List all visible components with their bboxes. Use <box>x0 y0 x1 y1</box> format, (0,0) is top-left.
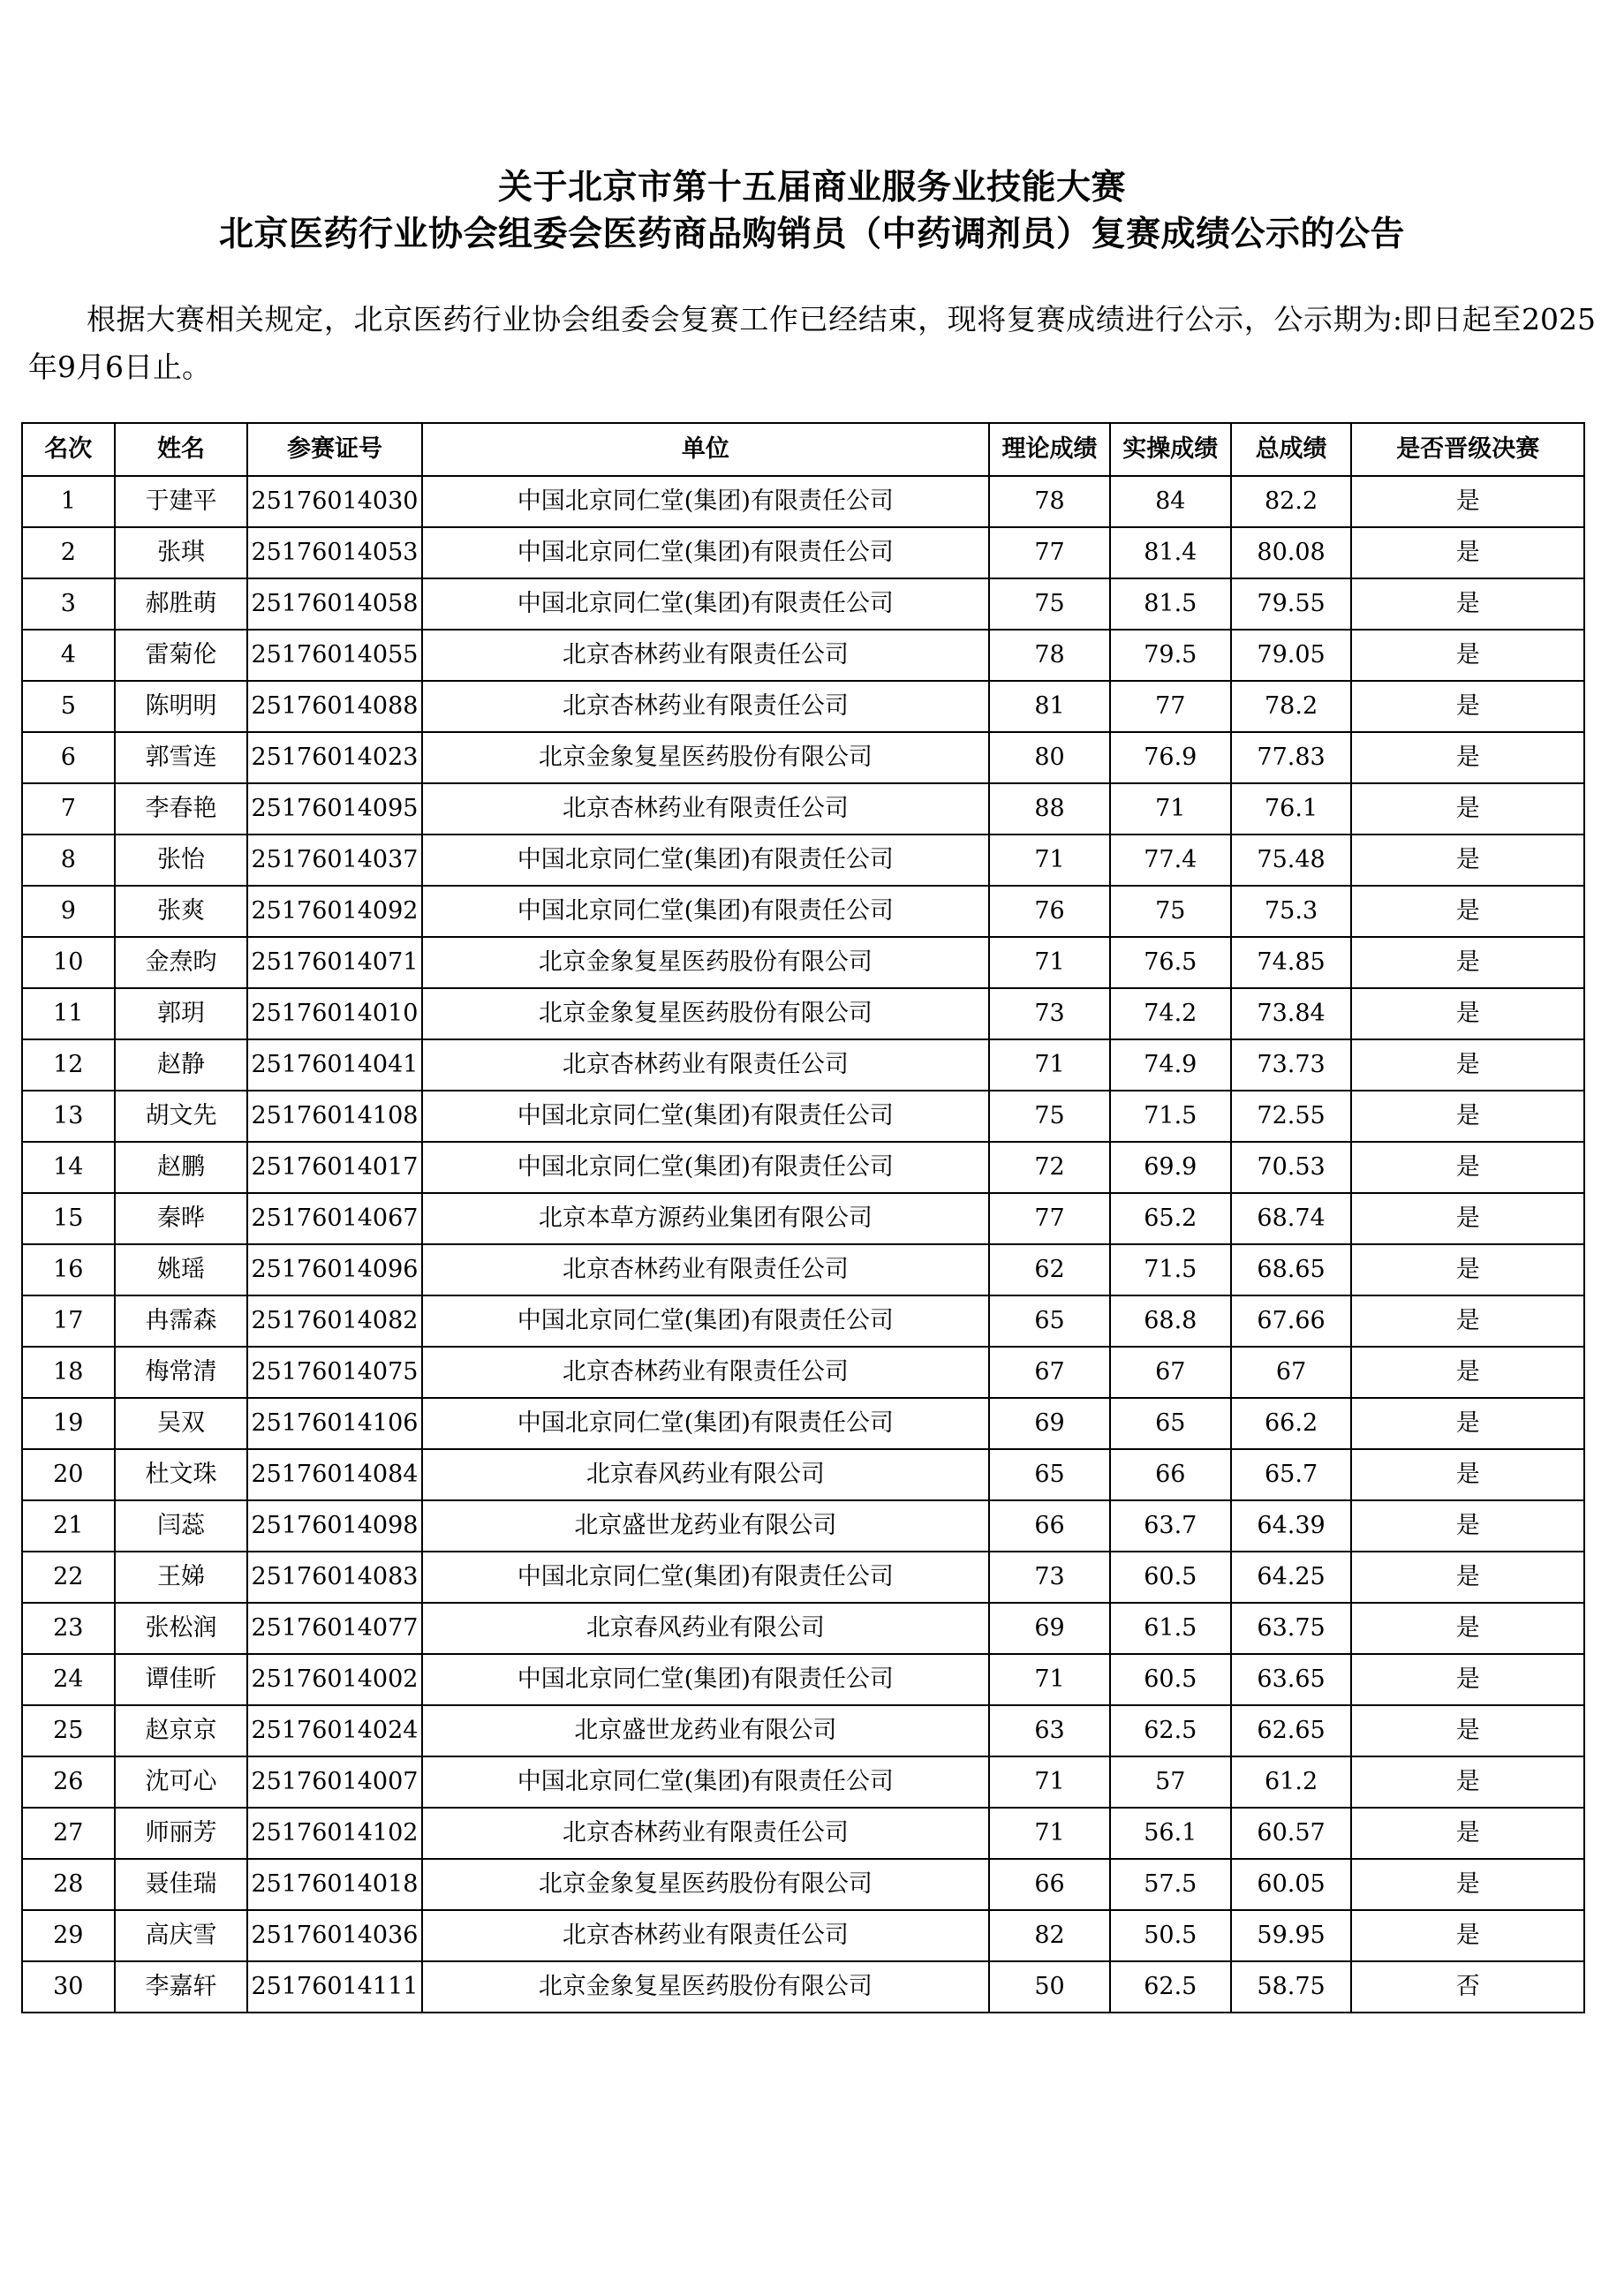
cell-entry-id: 25176014108 <box>247 1091 421 1142</box>
table-row <box>22 681 1584 732</box>
table-row <box>22 732 1584 783</box>
cell-practical-score: 81.5 <box>1110 578 1231 630</box>
cell-unit: 中国北京同仁堂(集团)有限责任公司 <box>422 476 990 527</box>
cell-advance-status: 是 <box>1351 681 1584 732</box>
table-row <box>22 1295 1584 1347</box>
cell-practical-score: 66 <box>1110 1449 1231 1500</box>
cell-name: 郝胜萌 <box>115 578 248 630</box>
cell-advance-status: 是 <box>1351 937 1584 988</box>
cell-practical-score: 63.7 <box>1110 1500 1231 1552</box>
cell-advance-status: 是 <box>1351 886 1584 937</box>
cell-total-score: 60.57 <box>1231 1808 1352 1859</box>
cell-name: 张松润 <box>115 1603 248 1654</box>
cell-advance-status: 是 <box>1351 1603 1584 1654</box>
cell-unit: 北京金象复星医药股份有限公司 <box>422 1961 990 2013</box>
cell-total-score: 79.05 <box>1231 630 1352 681</box>
cell-unit: 中国北京同仁堂(集团)有限责任公司 <box>422 1654 990 1705</box>
cell-entry-id: 25176014023 <box>247 732 421 783</box>
cell-rank: 29 <box>22 1910 115 1961</box>
cell-total-score: 58.75 <box>1231 1961 1352 2013</box>
cell-name: 聂佳瑞 <box>115 1859 248 1910</box>
cell-name: 金焘昀 <box>115 937 248 988</box>
cell-rank: 22 <box>22 1552 115 1603</box>
results-table <box>21 422 1585 2013</box>
cell-entry-id: 25176014058 <box>247 578 421 630</box>
table-row <box>22 835 1584 886</box>
column-header-rank: 名次 <box>22 423 115 476</box>
table-header-row <box>22 423 1584 476</box>
cell-advance-status: 是 <box>1351 527 1584 578</box>
cell-practical-score: 81.4 <box>1110 527 1231 578</box>
cell-practical-score: 68.8 <box>1110 1295 1231 1347</box>
table-row <box>22 527 1584 578</box>
table-row <box>22 1859 1584 1910</box>
cell-total-score: 76.1 <box>1231 783 1352 835</box>
cell-total-score: 61.2 <box>1231 1756 1352 1808</box>
cell-rank: 18 <box>22 1347 115 1398</box>
cell-theory-score: 66 <box>989 1500 1110 1552</box>
table-row <box>22 1756 1584 1808</box>
cell-unit: 北京杏林药业有限责任公司 <box>422 681 990 732</box>
cell-name: 师丽芳 <box>115 1808 248 1859</box>
cell-total-score: 77.83 <box>1231 732 1352 783</box>
cell-total-score: 63.65 <box>1231 1654 1352 1705</box>
cell-theory-score: 81 <box>989 681 1110 732</box>
cell-theory-score: 65 <box>989 1295 1110 1347</box>
cell-theory-score: 73 <box>989 1552 1110 1603</box>
cell-total-score: 78.2 <box>1231 681 1352 732</box>
cell-total-score: 65.7 <box>1231 1449 1352 1500</box>
table-row <box>22 1039 1584 1091</box>
cell-total-score: 59.95 <box>1231 1910 1352 1961</box>
column-header-advance: 是否晋级决赛 <box>1351 423 1584 476</box>
table-row <box>22 1808 1584 1859</box>
table-row <box>22 630 1584 681</box>
cell-total-score: 64.39 <box>1231 1500 1352 1552</box>
table-row <box>22 886 1584 937</box>
cell-total-score: 67.66 <box>1231 1295 1352 1347</box>
cell-total-score: 63.75 <box>1231 1603 1352 1654</box>
page-title-line-1: 关于北京市第十五届商业服务业技能大赛 <box>497 167 1126 208</box>
cell-entry-id: 25176014024 <box>247 1705 421 1756</box>
cell-entry-id: 25176014098 <box>247 1500 421 1552</box>
cell-entry-id: 25176014037 <box>247 835 421 886</box>
cell-name: 沈可心 <box>115 1756 248 1808</box>
cell-advance-status: 是 <box>1351 476 1584 527</box>
cell-rank: 26 <box>22 1756 115 1808</box>
cell-theory-score: 73 <box>989 988 1110 1039</box>
cell-advance-status: 是 <box>1351 783 1584 835</box>
cell-advance-status: 是 <box>1351 1091 1584 1142</box>
cell-practical-score: 84 <box>1110 476 1231 527</box>
cell-theory-score: 88 <box>989 783 1110 835</box>
cell-total-score: 60.05 <box>1231 1859 1352 1910</box>
cell-name: 张怡 <box>115 835 248 886</box>
cell-theory-score: 71 <box>989 1654 1110 1705</box>
cell-advance-status: 是 <box>1351 1244 1584 1295</box>
cell-name: 雷菊伦 <box>115 630 248 681</box>
cell-name: 王娣 <box>115 1552 248 1603</box>
cell-name: 高庆雪 <box>115 1910 248 1961</box>
cell-name: 郭雪连 <box>115 732 248 783</box>
cell-unit: 北京本草方源药业集团有限公司 <box>422 1193 990 1244</box>
cell-total-score: 73.73 <box>1231 1039 1352 1091</box>
cell-practical-score: 65 <box>1110 1398 1231 1449</box>
table-row <box>22 1091 1584 1142</box>
cell-practical-score: 62.5 <box>1110 1961 1231 2013</box>
table-row <box>22 1500 1584 1552</box>
cell-rank: 15 <box>22 1193 115 1244</box>
cell-name: 谭佳昕 <box>115 1654 248 1705</box>
cell-theory-score: 80 <box>989 732 1110 783</box>
cell-theory-score: 75 <box>989 1091 1110 1142</box>
cell-unit: 北京杏林药业有限责任公司 <box>422 1347 990 1398</box>
cell-advance-status: 是 <box>1351 1398 1584 1449</box>
cell-rank: 17 <box>22 1295 115 1347</box>
cell-advance-status: 是 <box>1351 1654 1584 1705</box>
column-header-theory: 理论成绩 <box>989 423 1110 476</box>
cell-theory-score: 78 <box>989 476 1110 527</box>
cell-rank: 3 <box>22 578 115 630</box>
cell-practical-score: 71.5 <box>1110 1091 1231 1142</box>
cell-unit: 北京金象复星医药股份有限公司 <box>422 988 990 1039</box>
cell-theory-score: 75 <box>989 578 1110 630</box>
cell-rank: 2 <box>22 527 115 578</box>
cell-name: 梅常清 <box>115 1347 248 1398</box>
cell-total-score: 72.55 <box>1231 1091 1352 1142</box>
cell-entry-id: 25176014007 <box>247 1756 421 1808</box>
cell-theory-score: 62 <box>989 1244 1110 1295</box>
cell-unit: 中国北京同仁堂(集团)有限责任公司 <box>422 835 990 886</box>
table-row <box>22 1142 1584 1193</box>
cell-entry-id: 25176014017 <box>247 1142 421 1193</box>
cell-rank: 27 <box>22 1808 115 1859</box>
cell-rank: 25 <box>22 1705 115 1756</box>
cell-entry-id: 25176014077 <box>247 1603 421 1654</box>
column-header-total: 总成绩 <box>1231 423 1352 476</box>
cell-rank: 10 <box>22 937 115 988</box>
cell-total-score: 66.2 <box>1231 1398 1352 1449</box>
cell-entry-id: 25176014002 <box>247 1654 421 1705</box>
cell-name: 张爽 <box>115 886 248 937</box>
cell-advance-status: 是 <box>1351 732 1584 783</box>
cell-advance-status: 是 <box>1351 630 1584 681</box>
cell-theory-score: 71 <box>989 835 1110 886</box>
cell-entry-id: 25176014102 <box>247 1808 421 1859</box>
cell-unit: 北京杏林药业有限责任公司 <box>422 1244 990 1295</box>
cell-advance-status: 是 <box>1351 1500 1584 1552</box>
cell-total-score: 64.25 <box>1231 1552 1352 1603</box>
cell-name: 吴双 <box>115 1398 248 1449</box>
cell-practical-score: 60.5 <box>1110 1552 1231 1603</box>
cell-rank: 11 <box>22 988 115 1039</box>
cell-practical-score: 74.9 <box>1110 1039 1231 1091</box>
cell-entry-id: 25176014018 <box>247 1859 421 1910</box>
cell-rank: 24 <box>22 1654 115 1705</box>
cell-advance-status: 否 <box>1351 1961 1584 2013</box>
table-row <box>22 783 1584 835</box>
cell-total-score: 75.48 <box>1231 835 1352 886</box>
cell-theory-score: 65 <box>989 1449 1110 1500</box>
cell-practical-score: 76.9 <box>1110 732 1231 783</box>
cell-unit: 中国北京同仁堂(集团)有限责任公司 <box>422 1091 990 1142</box>
table-row <box>22 1449 1584 1500</box>
cell-entry-id: 25176014053 <box>247 527 421 578</box>
cell-practical-score: 77 <box>1110 681 1231 732</box>
cell-unit: 中国北京同仁堂(集团)有限责任公司 <box>422 1142 990 1193</box>
cell-name: 姚瑶 <box>115 1244 248 1295</box>
cell-unit: 北京春风药业有限公司 <box>422 1603 990 1654</box>
column-header-entry-id: 参赛证号 <box>247 423 421 476</box>
cell-advance-status: 是 <box>1351 1295 1584 1347</box>
cell-rank: 9 <box>22 886 115 937</box>
table-row <box>22 1193 1584 1244</box>
cell-rank: 21 <box>22 1500 115 1552</box>
table-row <box>22 578 1584 630</box>
cell-entry-id: 25176014096 <box>247 1244 421 1295</box>
cell-rank: 16 <box>22 1244 115 1295</box>
cell-unit: 北京杏林药业有限责任公司 <box>422 783 990 835</box>
cell-name: 冉霈森 <box>115 1295 248 1347</box>
cell-entry-id: 25176014010 <box>247 988 421 1039</box>
cell-total-score: 70.53 <box>1231 1142 1352 1193</box>
cell-unit: 北京盛世龙药业有限公司 <box>422 1705 990 1756</box>
cell-unit: 北京金象复星医药股份有限公司 <box>422 937 990 988</box>
cell-unit: 中国北京同仁堂(集团)有限责任公司 <box>422 886 990 937</box>
cell-name: 张琪 <box>115 527 248 578</box>
cell-practical-score: 56.1 <box>1110 1808 1231 1859</box>
cell-practical-score: 50.5 <box>1110 1910 1231 1961</box>
cell-practical-score: 71 <box>1110 783 1231 835</box>
table-row <box>22 1705 1584 1756</box>
cell-unit: 北京金象复星医药股份有限公司 <box>422 732 990 783</box>
cell-name: 李嘉轩 <box>115 1961 248 2013</box>
cell-entry-id: 25176014071 <box>247 937 421 988</box>
cell-total-score: 75.3 <box>1231 886 1352 937</box>
cell-rank: 30 <box>22 1961 115 2013</box>
cell-advance-status: 是 <box>1351 1705 1584 1756</box>
cell-unit: 中国北京同仁堂(集团)有限责任公司 <box>422 578 990 630</box>
cell-unit: 中国北京同仁堂(集团)有限责任公司 <box>422 1295 990 1347</box>
results-table-container <box>0 422 1624 2013</box>
cell-entry-id: 25176014082 <box>247 1295 421 1347</box>
cell-theory-score: 71 <box>989 1808 1110 1859</box>
cell-advance-status: 是 <box>1351 1910 1584 1961</box>
cell-unit: 北京杏林药业有限责任公司 <box>422 630 990 681</box>
table-row <box>22 1244 1584 1295</box>
cell-unit: 北京杏林药业有限责任公司 <box>422 1808 990 1859</box>
cell-unit: 中国北京同仁堂(集团)有限责任公司 <box>422 527 990 578</box>
cell-total-score: 68.65 <box>1231 1244 1352 1295</box>
cell-advance-status: 是 <box>1351 988 1584 1039</box>
table-row <box>22 1552 1584 1603</box>
cell-practical-score: 65.2 <box>1110 1193 1231 1244</box>
cell-unit: 北京金象复星医药股份有限公司 <box>422 1859 990 1910</box>
table-row <box>22 1398 1584 1449</box>
cell-practical-score: 79.5 <box>1110 630 1231 681</box>
cell-entry-id: 25176014084 <box>247 1449 421 1500</box>
cell-rank: 23 <box>22 1603 115 1654</box>
cell-name: 郭玥 <box>115 988 248 1039</box>
cell-entry-id: 25176014106 <box>247 1398 421 1449</box>
cell-total-score: 67 <box>1231 1347 1352 1398</box>
cell-advance-status: 是 <box>1351 1808 1584 1859</box>
document-title-block <box>0 0 1624 257</box>
announcement-paragraph: 根据大赛相关规定，北京医药行业协会组委会复赛工作已经结束，现将复赛成绩进行公示，公示期为:即日起至2025年9月6日止。 <box>28 302 1596 384</box>
cell-theory-score: 50 <box>989 1961 1110 2013</box>
cell-total-score: 79.55 <box>1231 578 1352 630</box>
table-row <box>22 1603 1584 1654</box>
cell-entry-id: 25176014067 <box>247 1193 421 1244</box>
cell-unit: 北京杏林药业有限责任公司 <box>422 1910 990 1961</box>
cell-unit: 中国北京同仁堂(集团)有限责任公司 <box>422 1398 990 1449</box>
cell-practical-score: 77.4 <box>1110 835 1231 886</box>
cell-theory-score: 77 <box>989 527 1110 578</box>
cell-entry-id: 25176014055 <box>247 630 421 681</box>
cell-rank: 5 <box>22 681 115 732</box>
cell-rank: 7 <box>22 783 115 835</box>
cell-unit: 北京盛世龙药业有限公司 <box>422 1500 990 1552</box>
cell-entry-id: 25176014030 <box>247 476 421 527</box>
cell-theory-score: 71 <box>989 1039 1110 1091</box>
cell-practical-score: 69.9 <box>1110 1142 1231 1193</box>
column-header-unit: 单位 <box>422 423 990 476</box>
table-row <box>22 1347 1584 1398</box>
cell-entry-id: 25176014092 <box>247 886 421 937</box>
cell-theory-score: 71 <box>989 937 1110 988</box>
cell-rank: 19 <box>22 1398 115 1449</box>
cell-practical-score: 75 <box>1110 886 1231 937</box>
cell-advance-status: 是 <box>1351 578 1584 630</box>
cell-theory-score: 71 <box>989 1756 1110 1808</box>
cell-entry-id: 25176014111 <box>247 1961 421 2013</box>
cell-rank: 4 <box>22 630 115 681</box>
results-table-head <box>22 423 1584 476</box>
cell-name: 赵京京 <box>115 1705 248 1756</box>
cell-unit: 中国北京同仁堂(集团)有限责任公司 <box>422 1552 990 1603</box>
cell-advance-status: 是 <box>1351 1552 1584 1603</box>
cell-entry-id: 25176014075 <box>247 1347 421 1398</box>
table-row <box>22 988 1584 1039</box>
cell-entry-id: 25176014041 <box>247 1039 421 1091</box>
cell-name: 赵鹏 <box>115 1142 248 1193</box>
cell-advance-status: 是 <box>1351 835 1584 886</box>
cell-name: 胡文先 <box>115 1091 248 1142</box>
cell-name: 李春艳 <box>115 783 248 835</box>
cell-theory-score: 69 <box>989 1398 1110 1449</box>
cell-practical-score: 76.5 <box>1110 937 1231 988</box>
page-title-line-2: 北京医药行业协会组委会医药商品购销员（中药调剂员）复赛成绩公示的公告 <box>218 213 1405 254</box>
cell-theory-score: 69 <box>989 1603 1110 1654</box>
cell-rank: 1 <box>22 476 115 527</box>
cell-name: 陈明明 <box>115 681 248 732</box>
cell-theory-score: 63 <box>989 1705 1110 1756</box>
cell-theory-score: 72 <box>989 1142 1110 1193</box>
cell-rank: 28 <box>22 1859 115 1910</box>
table-row <box>22 1910 1584 1961</box>
cell-theory-score: 76 <box>989 886 1110 937</box>
cell-unit: 北京杏林药业有限责任公司 <box>422 1039 990 1091</box>
cell-entry-id: 25176014036 <box>247 1910 421 1961</box>
cell-entry-id: 25176014095 <box>247 783 421 835</box>
cell-entry-id: 25176014083 <box>247 1552 421 1603</box>
cell-practical-score: 57 <box>1110 1756 1231 1808</box>
cell-advance-status: 是 <box>1351 1142 1584 1193</box>
table-row <box>22 1961 1584 2013</box>
cell-total-score: 68.74 <box>1231 1193 1352 1244</box>
cell-name: 闫蕊 <box>115 1500 248 1552</box>
cell-rank: 6 <box>22 732 115 783</box>
cell-theory-score: 66 <box>989 1859 1110 1910</box>
cell-rank: 8 <box>22 835 115 886</box>
cell-name: 于建平 <box>115 476 248 527</box>
cell-theory-score: 67 <box>989 1347 1110 1398</box>
column-header-practical: 实操成绩 <box>1110 423 1231 476</box>
cell-theory-score: 82 <box>989 1910 1110 1961</box>
cell-advance-status: 是 <box>1351 1756 1584 1808</box>
cell-advance-status: 是 <box>1351 1193 1584 1244</box>
cell-practical-score: 74.2 <box>1110 988 1231 1039</box>
cell-practical-score: 62.5 <box>1110 1705 1231 1756</box>
results-table-body <box>22 476 1584 2013</box>
cell-practical-score: 71.5 <box>1110 1244 1231 1295</box>
cell-theory-score: 78 <box>989 630 1110 681</box>
column-header-name: 姓名 <box>115 423 248 476</box>
cell-advance-status: 是 <box>1351 1039 1584 1091</box>
cell-total-score: 73.84 <box>1231 988 1352 1039</box>
cell-advance-status: 是 <box>1351 1347 1584 1398</box>
cell-rank: 13 <box>22 1091 115 1142</box>
cell-unit: 北京春风药业有限公司 <box>422 1449 990 1500</box>
cell-unit: 中国北京同仁堂(集团)有限责任公司 <box>422 1756 990 1808</box>
cell-practical-score: 61.5 <box>1110 1603 1231 1654</box>
cell-total-score: 74.85 <box>1231 937 1352 988</box>
cell-name: 秦晔 <box>115 1193 248 1244</box>
table-row <box>22 476 1584 527</box>
cell-total-score: 82.2 <box>1231 476 1352 527</box>
cell-rank: 14 <box>22 1142 115 1193</box>
cell-practical-score: 67 <box>1110 1347 1231 1398</box>
cell-theory-score: 77 <box>989 1193 1110 1244</box>
cell-rank: 20 <box>22 1449 115 1500</box>
cell-total-score: 80.08 <box>1231 527 1352 578</box>
cell-total-score: 62.65 <box>1231 1705 1352 1756</box>
cell-advance-status: 是 <box>1351 1449 1584 1500</box>
table-row <box>22 937 1584 988</box>
cell-practical-score: 60.5 <box>1110 1654 1231 1705</box>
cell-advance-status: 是 <box>1351 1859 1584 1910</box>
table-row <box>22 1654 1584 1705</box>
cell-entry-id: 25176014088 <box>247 681 421 732</box>
cell-name: 杜文珠 <box>115 1449 248 1500</box>
cell-practical-score: 57.5 <box>1110 1859 1231 1910</box>
cell-rank: 12 <box>22 1039 115 1091</box>
cell-name: 赵静 <box>115 1039 248 1091</box>
